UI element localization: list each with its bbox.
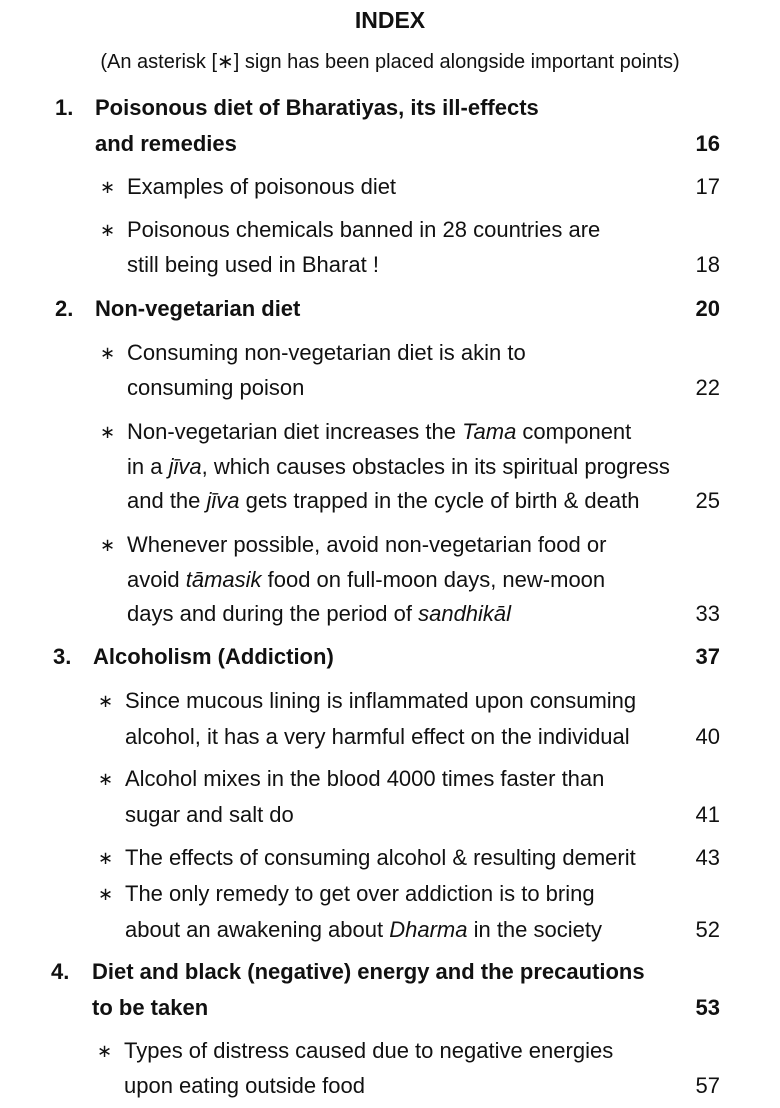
italic-term: sandhikāl: [418, 601, 512, 626]
text-segment: Alcoholism (Addiction): [93, 644, 334, 669]
entry-page-number: 52: [695, 917, 720, 942]
asterisk-icon: ∗: [98, 848, 114, 868]
text-segment: upon eating outside food: [124, 1073, 365, 1098]
italic-term: jīva: [168, 454, 202, 479]
entry-line: [127, 250, 379, 280]
text-segment: , which causes obstacles in its spiritual progress: [201, 454, 670, 479]
section-page-number: 16: [695, 131, 720, 156]
section-number: 2.: [55, 296, 74, 321]
text-segment: Diet and black (negative) energy and the precautions: [92, 959, 645, 984]
asterisk-icon: ∗: [100, 535, 116, 555]
text-segment: Whenever possible, avoid non-vegetarian food or: [127, 532, 607, 557]
section-title-line: [92, 957, 645, 987]
text-segment: food on full-moon days, new-moon: [261, 567, 606, 592]
entry-page-number: 22: [695, 375, 720, 400]
entry-line: [127, 373, 304, 403]
section-title-line: [92, 993, 208, 1023]
italic-term: tāmasik: [185, 567, 262, 592]
entry-page-number: 41: [695, 802, 720, 827]
entry-page-number: 25: [695, 488, 720, 513]
entry-line: [127, 338, 526, 368]
text-segment: sugar and salt do: [125, 802, 294, 827]
entry-line: [127, 530, 606, 560]
section-number: 1.: [55, 95, 74, 120]
text-segment: still being used in Bharat !: [127, 252, 379, 277]
text-segment: alcohol, it has a very harmful effect on the individual: [125, 724, 630, 749]
section-title-line: [95, 129, 237, 159]
entry-line: [125, 764, 604, 794]
text-segment: Consuming non-vegetarian diet is akin to: [127, 340, 526, 365]
text-segment: The effects of consuming alcohol & resulting demerit: [125, 845, 636, 870]
asterisk-icon: ∗: [98, 691, 114, 711]
entry-line: [125, 843, 636, 873]
entry-line: [125, 800, 294, 830]
page-title: INDEX: [354, 7, 426, 33]
text-segment: Poisonous diet of Bharatiyas, its ill-effects: [95, 95, 539, 120]
entry-page-number: 57: [695, 1073, 720, 1098]
entry-line: [125, 686, 636, 716]
text-segment: Non-vegetarian diet: [95, 296, 301, 321]
entry-line: [125, 722, 630, 752]
text-segment: and the: [127, 488, 207, 513]
asterisk-icon: ∗: [97, 1041, 113, 1061]
entry-page-number: 33: [695, 601, 720, 626]
text-segment: Types of distress caused due to negative energies: [124, 1038, 614, 1063]
asterisk-icon: ∗: [98, 884, 114, 904]
entry-line: [127, 486, 639, 516]
asterisk-icon: ∗: [98, 769, 114, 789]
italic-term: jīva: [206, 488, 240, 513]
asterisk-icon: ∗: [100, 343, 116, 363]
text-segment: Examples of poisonous diet: [127, 174, 397, 199]
section-page-number: 53: [695, 995, 720, 1020]
italic-term: Tama: [462, 419, 517, 444]
asterisk-icon: ∗: [100, 422, 116, 442]
entry-page-number: 40: [695, 724, 720, 749]
entry-page-number: 43: [695, 845, 720, 870]
entry-line: [125, 879, 595, 909]
section-title-line: [93, 642, 334, 672]
entry-line: [127, 172, 396, 202]
entry-page-number: 18: [695, 252, 720, 277]
section-number: 3.: [53, 644, 72, 669]
text-segment: in the society: [467, 917, 602, 942]
text-segment: consuming poison: [127, 375, 305, 400]
entry-line: [127, 417, 631, 447]
entry-line: [125, 915, 602, 945]
entry-page-number: 17: [695, 174, 720, 199]
text-segment: to be taken: [92, 995, 209, 1020]
text-segment: The only remedy to get over addiction is to bring: [125, 881, 595, 906]
text-segment: Since mucous lining is inflammated upon consuming: [125, 688, 637, 713]
section-title-line: [95, 294, 300, 324]
entry-line: [124, 1071, 365, 1101]
section-page-number: 37: [695, 644, 720, 669]
text-segment: Non-vegetarian diet increases the: [127, 419, 463, 444]
text-segment: days and during the period of: [127, 601, 419, 626]
entry-line: [127, 599, 511, 629]
entry-line: [124, 1036, 613, 1066]
text-segment: component: [516, 419, 632, 444]
text-segment: Alcohol mixes in the blood 4000 times faster than: [125, 766, 605, 791]
section-number: 4.: [51, 959, 70, 984]
asterisk-icon: ∗: [100, 220, 116, 240]
entry-line: [127, 452, 670, 482]
text-segment: avoid: [127, 567, 186, 592]
section-page-number: 20: [695, 296, 720, 321]
italic-term: Dharma: [389, 917, 468, 942]
asterisk-icon: ∗: [100, 177, 116, 197]
text-segment: about an awakening about: [125, 917, 390, 942]
section-title-line: [95, 93, 539, 123]
text-segment: gets trapped in the cycle of birth & death: [239, 488, 640, 513]
entry-line: [127, 215, 600, 245]
text-segment: in a: [127, 454, 169, 479]
entry-line: [127, 565, 605, 595]
page-subtitle: (An asterisk [∗] sign has been placed alongside important points): [100, 51, 680, 73]
text-segment: Poisonous chemicals banned in 28 countries are: [127, 217, 601, 242]
text-segment: and remedies: [95, 131, 237, 156]
